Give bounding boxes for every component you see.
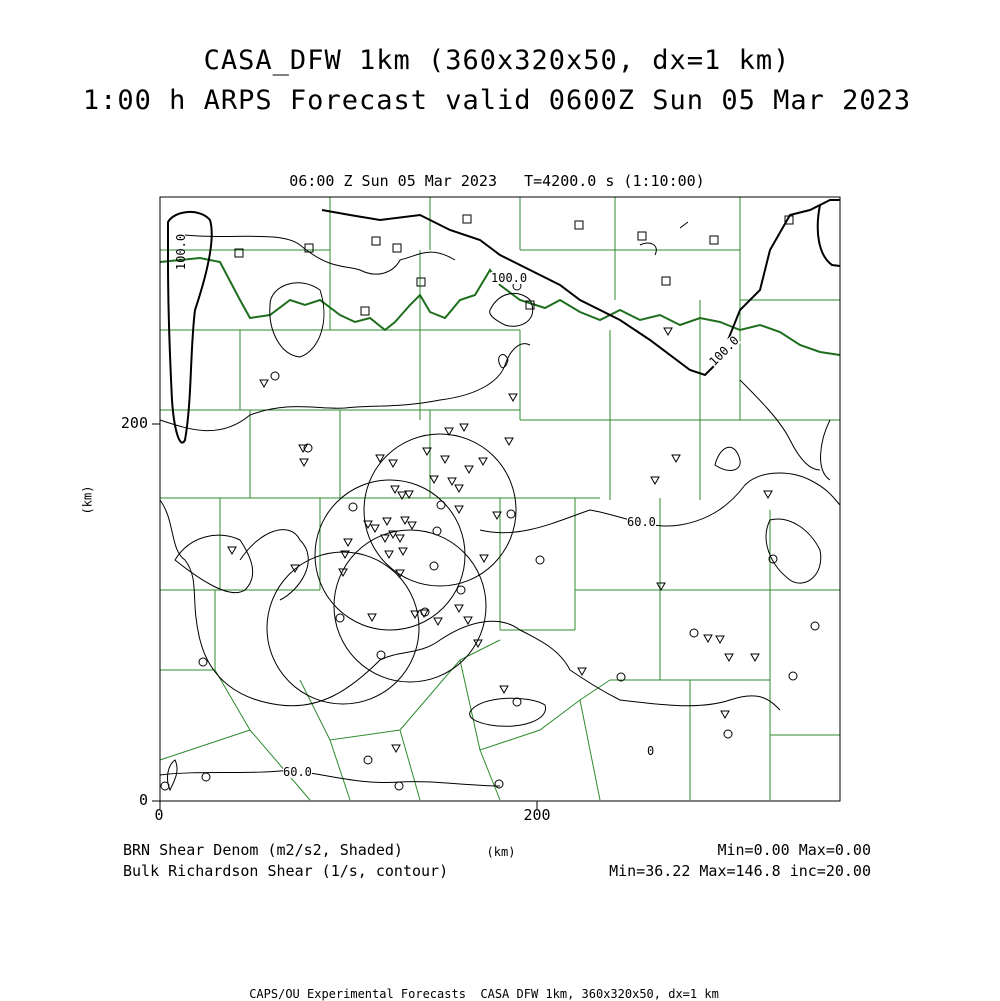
footer-credit: CAPS/OU Experimental Forecasts CASA DFW 1km, 360x320x50, dx=1 km: [249, 987, 719, 1001]
legend-contour-field: Bulk Richardson Shear (1/s, contour): [123, 862, 449, 880]
y-axis-label: (km): [80, 485, 95, 515]
radar-range-rings: [267, 434, 516, 704]
y-tick-label-0: 0: [138, 791, 148, 809]
bulk-richardson-contours: [160, 200, 840, 790]
legend-shaded-field: BRN Shear Denom (m2/s2, Shaded): [123, 841, 403, 859]
x-axis-label: (km): [486, 845, 516, 859]
contour-label-60-a: 60.0: [627, 515, 656, 529]
chart-title-line2: 1:00 h ARPS Forecast valid 0600Z Sun 05 Mar 2023: [82, 85, 912, 116]
county-boundaries: [160, 197, 840, 800]
plot-subtitle: 06:00 Z Sun 05 Mar 2023 T=4200.0 s (1:10:00): [289, 172, 705, 190]
chart-title-line1: CASA_DFW 1km (360x320x50, dx=1 km): [203, 45, 791, 76]
contour-label-100-a: 100.0: [174, 233, 189, 271]
contour-label-60-b: 60.0: [283, 765, 312, 779]
x-tick-label-0: 0: [154, 806, 164, 824]
station-markers: [161, 215, 819, 790]
contour-label-0: 0: [647, 744, 655, 758]
contour-label-100-b: 100.0: [491, 271, 528, 285]
y-tick-label-200: 200: [120, 414, 148, 432]
x-tick-label-200: 200: [523, 806, 551, 824]
legend-shaded-stats: Min=0.00 Max=0.00: [717, 841, 871, 859]
legend-contour-stats: Min=36.22 Max=146.8 inc=20.00: [609, 862, 871, 880]
axis-ticks: [152, 424, 537, 809]
contour-label-100-c: 100.0: [706, 333, 742, 369]
